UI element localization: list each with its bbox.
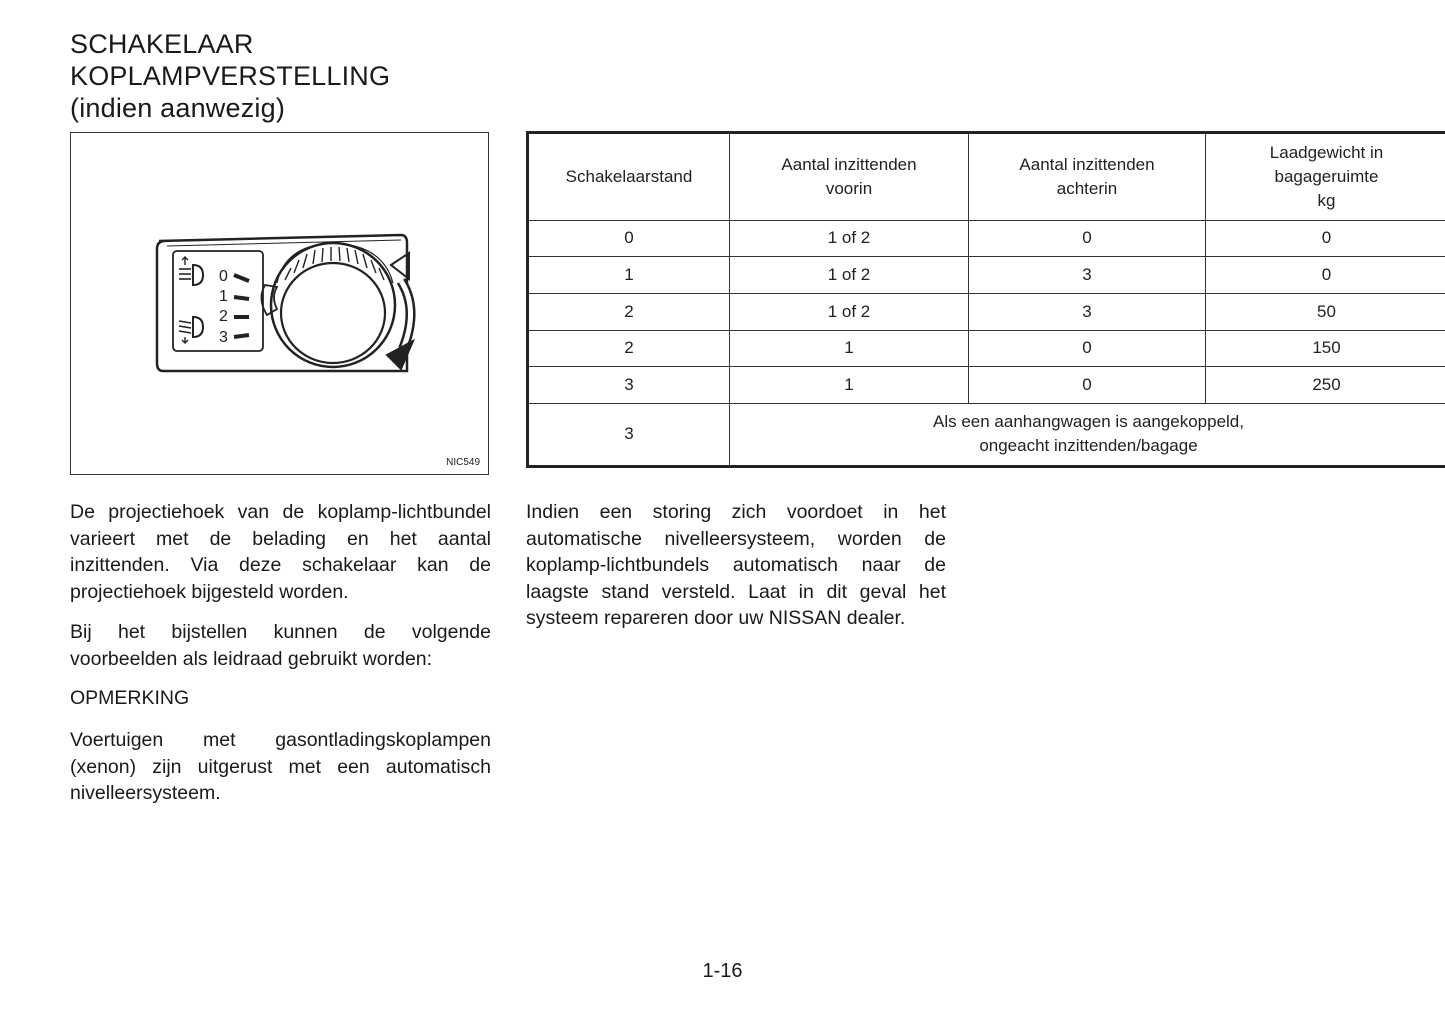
- table-cell: 0: [969, 367, 1206, 404]
- header-rear-occupants: Aantal inzittenden achterin: [969, 133, 1206, 221]
- trailer-note-cell: Als een aanhangwagen is aangekoppeld, ongeacht inzittenden/bagage: [730, 403, 1445, 466]
- table-cell: 50: [1206, 293, 1445, 330]
- table-cell: 3: [969, 293, 1206, 330]
- table-cell: 1: [730, 367, 969, 404]
- table-cell: 1 of 2: [730, 257, 969, 294]
- table-cell: 2: [528, 293, 730, 330]
- table-cell: 1 of 2: [730, 293, 969, 330]
- title-line-2: KOPLAMPVERSTELLING: [70, 61, 391, 91]
- adjustment-dial: [261, 243, 395, 367]
- header-luggage-weight: Laadgewicht in bagageruimte kg: [1206, 133, 1445, 221]
- note-heading: OPMERKING: [70, 687, 190, 709]
- page-title: [70, 28, 390, 124]
- scale-label-0: 0: [219, 268, 228, 285]
- table-cell: 3: [528, 367, 730, 404]
- table-header-row: [528, 133, 1445, 221]
- headlamp-dial-drawing: [71, 133, 490, 476]
- table-cell: 0: [528, 220, 730, 257]
- headlamp-high-icon: [179, 257, 203, 285]
- page-number: 1-16: [702, 960, 743, 982]
- scale-label-1: 1: [219, 288, 228, 305]
- table-row: [528, 257, 1445, 294]
- scale-inset: [173, 251, 263, 351]
- table-row: [528, 367, 1445, 404]
- table-cell: 3: [969, 257, 1206, 294]
- header-front-occupants: Aantal inzittenden voorin: [730, 133, 969, 221]
- table-cell: 0: [1206, 257, 1445, 294]
- table-cell: 1 of 2: [730, 220, 969, 257]
- table-cell: 0: [969, 330, 1206, 367]
- table-row: [528, 220, 1445, 257]
- table-cell: 150: [1206, 330, 1445, 367]
- table-cell: 2: [528, 330, 730, 367]
- left-paragraph-2: Bij het bijstellen kunnen de volgende voorbeelden als leidraad gebruikt worden:: [70, 621, 491, 670]
- header-switch-position: Schakelaarstand: [528, 133, 730, 221]
- left-paragraph-3: Voertuigen met gasontladingskoplampen (xenon) zijn uitgerust met een automatisch nivelleersysteem.: [70, 729, 491, 804]
- title-line-3: (indien aanwezig): [70, 93, 286, 123]
- table-row: [528, 293, 1445, 330]
- table-cell: 0: [969, 220, 1206, 257]
- scale-ticks: [234, 275, 249, 337]
- headlamp-switch-illustration: [70, 132, 489, 475]
- right-paragraph-1: Indien een storing zich voordoet in het automatische nivelleersysteem, worden de koplamp-lichtbundels automatisch naar de laagste stand versteld. Laat in dit geval het systeem repareren door uw NISSAN dealer.: [526, 501, 946, 629]
- figure-code: NIC549: [446, 457, 480, 468]
- table-row-trailer: [528, 403, 1445, 466]
- table-cell: 0: [1206, 220, 1445, 257]
- table-cell: 1: [528, 257, 730, 294]
- table-cell: 3: [528, 403, 730, 466]
- load-settings-table: [526, 131, 1445, 468]
- scale-numbers: [219, 268, 228, 346]
- title-line-1: SCHAKELAAR: [70, 29, 254, 59]
- table-row: [528, 330, 1445, 367]
- scale-label-3: 3: [219, 329, 228, 346]
- table-cell: 1: [730, 330, 969, 367]
- table-cell: 250: [1206, 367, 1445, 404]
- headlamp-low-icon: [179, 317, 203, 343]
- scale-label-2: 2: [219, 308, 228, 325]
- left-paragraph-1: De projectiehoek van de koplamp-lichtbundel varieert met de belading en het aantal inzittenden. Via deze schakelaar kan de projectiehoek bijgesteld worden.: [70, 501, 491, 603]
